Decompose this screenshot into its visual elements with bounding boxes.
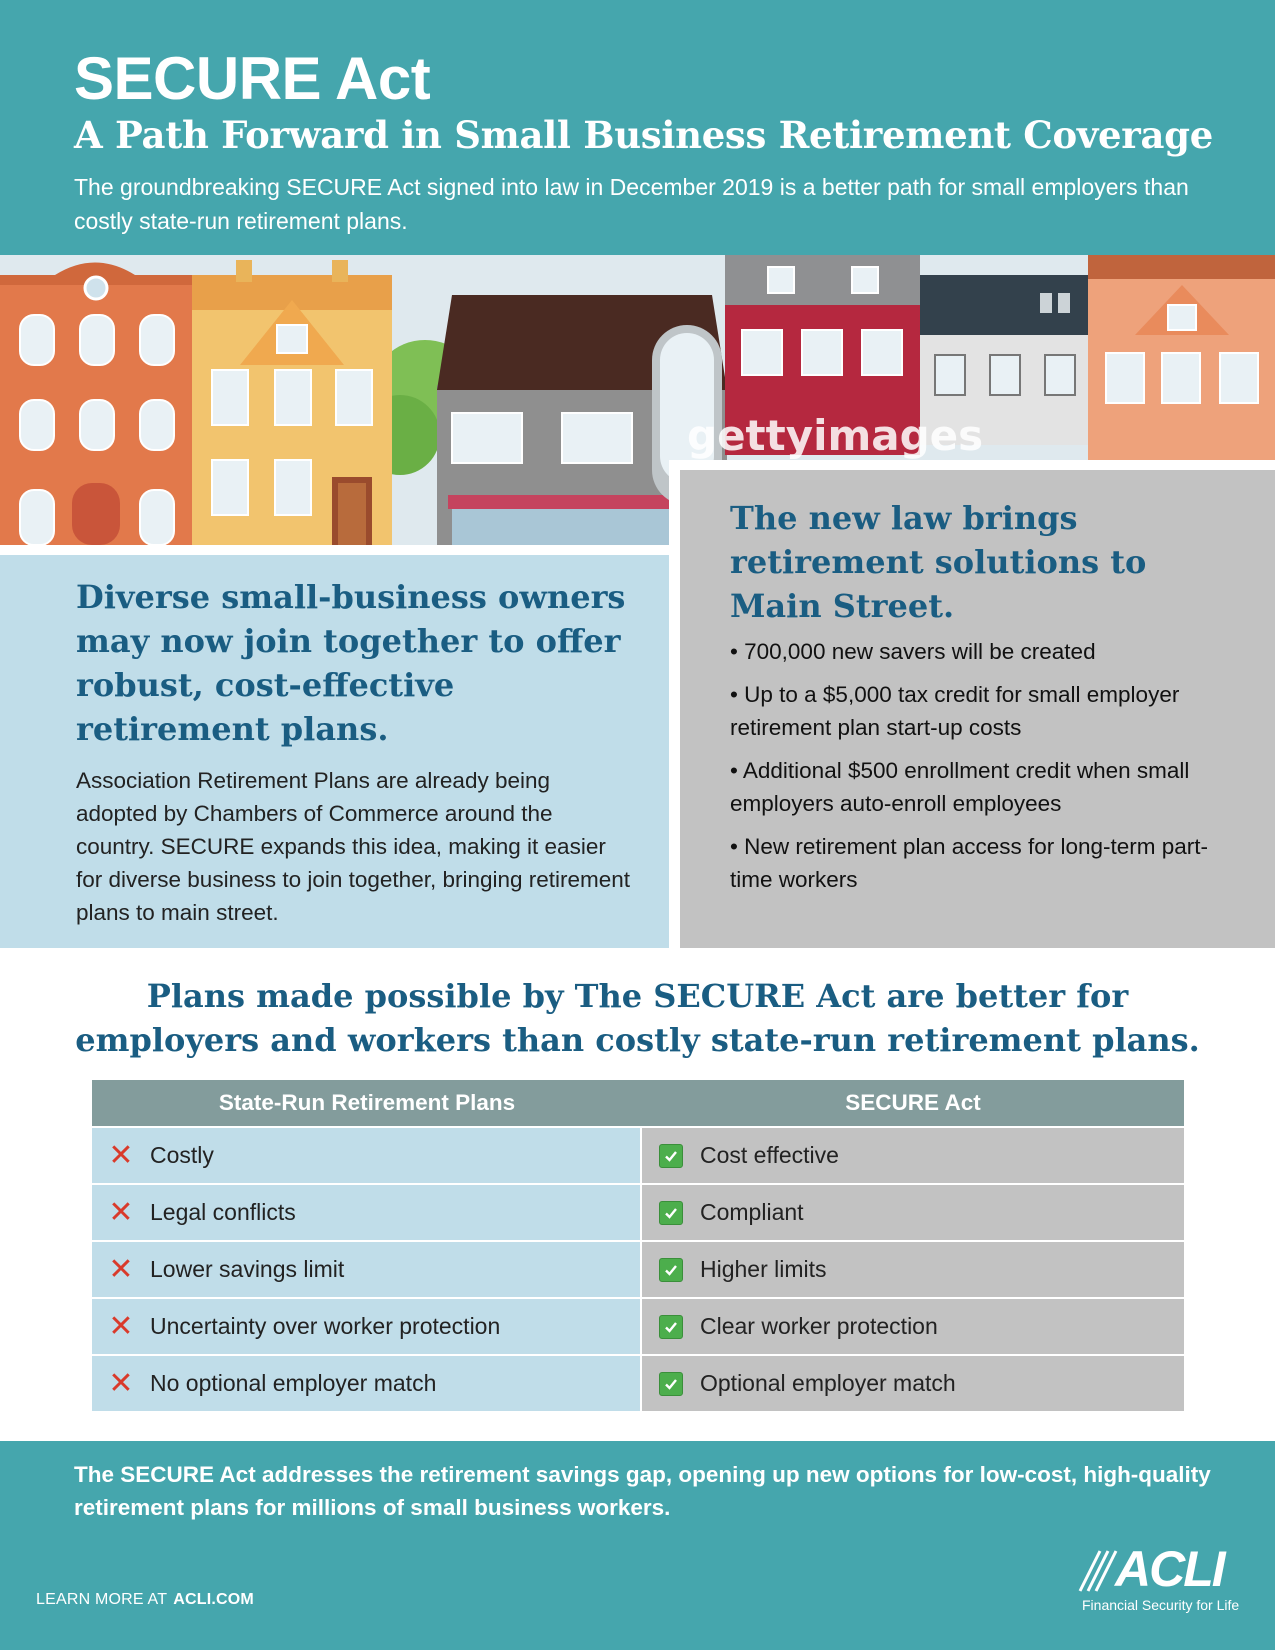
learn-more-label: LEARN MORE AT bbox=[36, 1591, 168, 1608]
secure-cell bbox=[642, 1299, 1184, 1354]
secure-cell-text: Clear worker protection bbox=[700, 1313, 938, 1339]
check-mark-icon bbox=[659, 1372, 683, 1396]
logo-tagline: Financial Security for Life bbox=[1082, 1597, 1240, 1613]
state-cell-text: Legal conflicts bbox=[150, 1199, 296, 1225]
table-row bbox=[92, 1242, 1184, 1297]
secure-cell bbox=[642, 1185, 1184, 1240]
benefit-item: • 700,000 new savers will be created bbox=[730, 639, 1096, 664]
check-mark-icon bbox=[659, 1201, 683, 1225]
secure-cell bbox=[642, 1242, 1184, 1297]
state-cell bbox=[92, 1128, 640, 1183]
column-header-state: State-Run Retirement Plans bbox=[218, 1090, 516, 1115]
secure-cell bbox=[642, 1128, 1184, 1183]
header-banner bbox=[0, 0, 1275, 255]
logo-stripes-icon bbox=[1078, 1549, 1118, 1593]
x-mark-icon: ✕ bbox=[108, 1309, 134, 1343]
benefit-item: • Up to a $5,000 tax credit for small employer retirement plan start-up costs bbox=[730, 682, 1180, 740]
secure-cell-text: Compliant bbox=[700, 1199, 804, 1225]
comparison-heading: Plans made possible by The SECURE Act are better for employers and workers than costly state-run retirement plans. bbox=[75, 977, 1200, 1059]
acli-logo bbox=[1078, 1541, 1238, 1621]
secure-cell-text: Optional employer match bbox=[700, 1370, 956, 1396]
logo-word: ACLI bbox=[1115, 1541, 1224, 1597]
footer bbox=[0, 1441, 1275, 1650]
benefit-item: • New retirement plan access for long-term part-time workers bbox=[730, 834, 1209, 892]
right-panel bbox=[680, 470, 1275, 948]
state-cell-text: Costly bbox=[150, 1142, 214, 1168]
check-mark-icon bbox=[659, 1315, 683, 1339]
x-mark-icon: ✕ bbox=[108, 1252, 134, 1286]
x-mark-icon: ✕ bbox=[108, 1138, 134, 1172]
learn-more bbox=[36, 1591, 254, 1609]
table-row bbox=[92, 1128, 1184, 1183]
check-mark-icon bbox=[659, 1144, 683, 1168]
table-header bbox=[92, 1080, 1184, 1126]
left-panel-heading: Diverse small-business owners may now join together to offer robust, cost-effective retirement plans. bbox=[76, 578, 626, 748]
state-cell-text: Uncertainty over worker protection bbox=[150, 1313, 501, 1339]
page-subtitle: A Path Forward in Small Business Retirement Coverage bbox=[74, 113, 1213, 157]
website-link[interactable]: ACLI.COM bbox=[173, 1591, 254, 1608]
x-mark-icon: ✕ bbox=[108, 1195, 134, 1229]
intro-text: The groundbreaking SECURE Act signed into law in December 2019 is a better path for small employers than costly state-run retirement plans. bbox=[74, 174, 1189, 234]
comparison-table bbox=[92, 1080, 1184, 1411]
x-mark-icon: ✕ bbox=[108, 1366, 134, 1400]
benefits-list bbox=[730, 635, 1230, 906]
state-cell bbox=[92, 1242, 640, 1297]
secure-cell-text: Cost effective bbox=[700, 1142, 839, 1168]
state-cell bbox=[92, 1356, 640, 1411]
page-title: SECURE Act bbox=[74, 45, 431, 112]
table-row bbox=[92, 1356, 1184, 1411]
watermark: gettyimages bbox=[687, 411, 984, 460]
right-panel-heading: The new law brings retirement solutions to Main Street. bbox=[730, 499, 1147, 625]
check-mark-icon bbox=[659, 1258, 683, 1282]
footer-message: The SECURE Act addresses the retirement savings gap, opening up new options for low-cost, high-quality retirement plans for millions of small business workers. bbox=[74, 1462, 1211, 1520]
state-cell bbox=[92, 1185, 640, 1240]
benefit-item: • Additional $500 enrollment credit when small employers auto-enroll employees bbox=[730, 758, 1190, 816]
left-panel bbox=[0, 555, 669, 948]
secure-cell-text: Higher limits bbox=[700, 1256, 827, 1282]
secure-cell bbox=[642, 1356, 1184, 1411]
state-cell bbox=[92, 1299, 640, 1354]
state-cell-text: Lower savings limit bbox=[150, 1256, 345, 1282]
table-row bbox=[92, 1185, 1184, 1240]
state-cell-text: No optional employer match bbox=[150, 1370, 437, 1396]
table-row bbox=[92, 1299, 1184, 1354]
column-header-secure: SECURE Act bbox=[845, 1090, 981, 1115]
left-panel-body: Association Retirement Plans are already being adopted by Chambers of Commerce around the country. SECURE expands this idea, making it easier for diverse business to join together, bringing retirement plans to main street. bbox=[76, 768, 631, 925]
